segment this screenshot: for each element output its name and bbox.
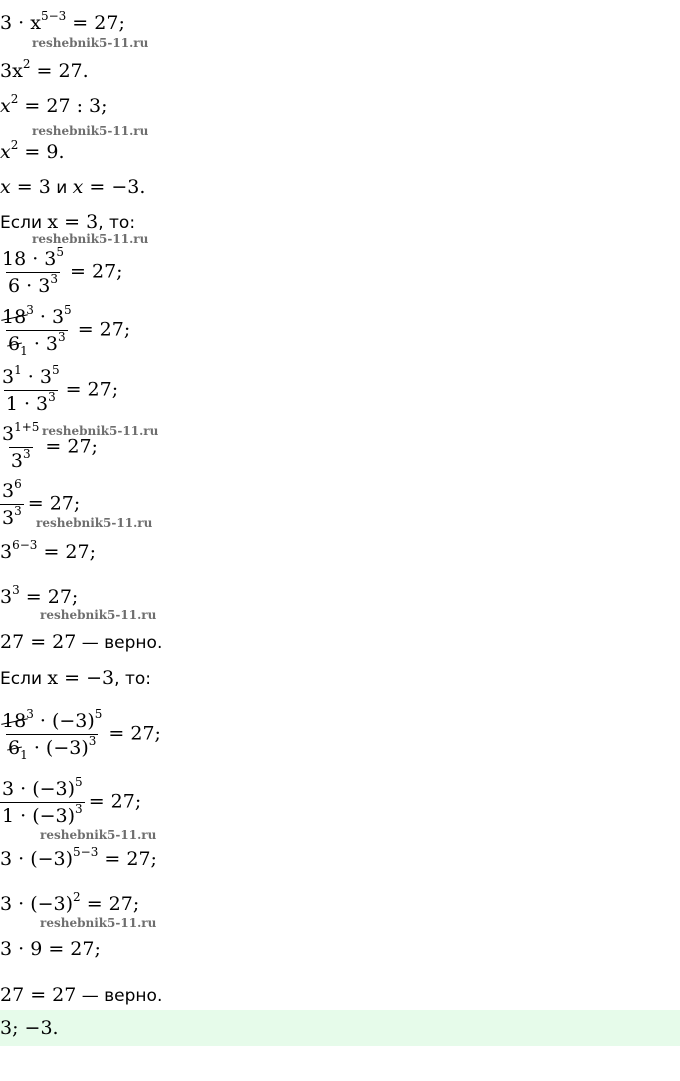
fraction: $\frac{3^{1+5}}{3^3}$ [2, 420, 40, 472]
answer-box [0, 1010, 680, 1046]
case-heading: Если x = −3, то: [0, 667, 151, 689]
fraction-equation: $\frac{3^6}{3^3}$ = 27; [2, 477, 81, 529]
watermark: reshebnik5-11.ru [36, 516, 153, 530]
equation-line: $3^3 = 27$; [0, 583, 79, 608]
fraction-equation: $\frac{3^1 \cdot 3^5}{1 \cdot 3^3}$ = 27; [2, 363, 119, 415]
fraction-equation: $\frac{18^3 \cdot (-3)^5}{6_1 \cdot (-3)^3}$ = 27; [2, 707, 161, 762]
fraction-equation: $\frac{3 \cdot (-3)^5}{1 \cdot (-3)^3}$ = 27; [2, 775, 142, 827]
check-line: 27 = 27 — верно. [0, 631, 163, 653]
watermark: reshebnik5-11.ru [40, 916, 157, 930]
fraction: $\frac{3^6}{3^3}$ [2, 477, 22, 529]
equation-line: 3 · 9 = 27; [0, 938, 101, 960]
fraction: $\frac{18^3 \cdot 3^5}{6_1 \cdot 3^3}$ [2, 303, 72, 358]
watermark: reshebnik5-11.ru [40, 828, 157, 842]
roots-line: x = 3 и x = −3. [0, 176, 146, 198]
answer-text: 3; −3. [0, 1017, 59, 1039]
fraction: $\frac{3 \cdot (-3)^5}{1 \cdot (-3)^3}$ [2, 775, 83, 827]
fraction-equation: $\frac{3^{1+5}}{3^3}$ = 27; [2, 420, 98, 472]
fraction: $\frac{3^1 \cdot 3^5}{1 \cdot 3^3}$ [2, 363, 60, 415]
watermark: reshebnik5-11.ru [42, 424, 159, 438]
equation-line: $x^2 = 27$ : 3; [0, 92, 108, 117]
fraction: $\frac{18^3 \cdot (-3)^5}{6_1 \cdot (-3)^3}$ [2, 707, 103, 762]
watermark: reshebnik5-11.ru [32, 124, 149, 138]
watermark: reshebnik5-11.ru [32, 232, 149, 246]
equation-line: $3 \cdot (-3)^{5-3} = 27$; [0, 845, 157, 870]
equation-line: $3 \cdot x^{5-3} = 27$; [0, 9, 125, 34]
equation-line: $x^2 = 9$. [0, 138, 65, 163]
watermark: reshebnik5-11.ru [32, 36, 149, 50]
fraction-equation: $\frac{18 \cdot 3^5}{6 \cdot 3^3}$ = 27; [2, 245, 123, 297]
watermark: reshebnik5-11.ru [40, 608, 157, 622]
fraction: $\frac{18 \cdot 3^5}{6 \cdot 3^3}$ [2, 245, 65, 297]
equation-line: $3^{6-3} = 27$; [0, 538, 96, 563]
equation-line: $3x^2 = 27$. [0, 57, 89, 82]
check-line: 27 = 27 — верно. [0, 984, 163, 1006]
fraction-equation: $\frac{18^3 \cdot 3^5}{6_1 \cdot 3^3}$ = 27; [2, 303, 131, 358]
case-heading: Если x = 3, то: [0, 211, 136, 233]
equation-line: $3 \cdot (-3)^2 = 27$; [0, 890, 140, 915]
